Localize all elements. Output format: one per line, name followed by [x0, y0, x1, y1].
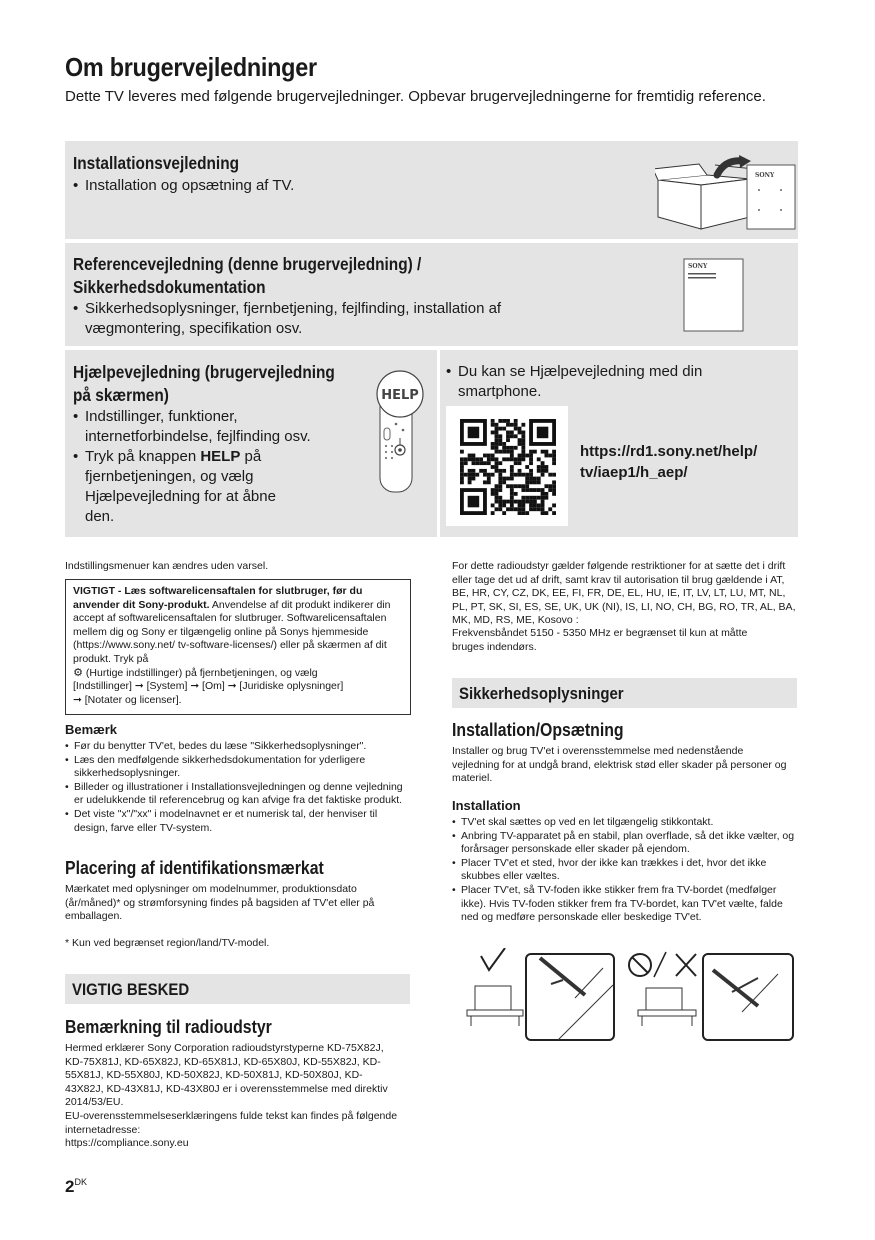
intro-text: Dette TV leveres med følgende brugervejledninger. Opbevar brugervejledningerne for fremtidig reference.: [65, 88, 766, 105]
installation-list: [452, 816, 797, 925]
page-number: $2^{DK}$: [65, 1177, 87, 1196]
list-item: • Placer TV'et, så TV-foden ikke stikker frem fra TV-bordet (medfølger ikke). Hvis TV-foden stikker frem fra TV-bordet, kan TV'et vælte, falde ned og medføre personskade eller beskedige TV'et.: [452, 884, 797, 925]
reference-guide-heading-line1: Referencevejledning (denne brugervejledning) /: [73, 254, 422, 274]
help-guide-bullet2: • Tryk på knappen HELP på fjernbetjeningen, og vælg Hjælpevejledning for at åbne den.: [73, 447, 298, 527]
tv-stand-incorrect-illustration: [628, 948, 796, 1043]
install-setup-text: Installer og brug TV'et i overensstemmelse med nedenstående vejledning for at undgå brand, elektrisk stød eller skader på personer og materiel.: [452, 745, 787, 785]
radio-restrictions: For dette radioudstyr gælder følgende restriktioner for at sætte det i drift eller tage det ud af drift, samt krav til autorisation til brug gældende i AT, BE, HR, CY, CZ, DK, EE, FI, FR, DE, EL, HU, IE, IT, LV, LT, LU, MT, NL, PL, PT, SK, SI, ES, SE, UK, UK (NI), IS, LI, NO, CH, BG, RO, TR, AL, BA, MK, MD, RS, ME, Kosovo :: [452, 560, 796, 627]
frequency-note: Frekvensbåndet 5150 - 5350 MHz er begrænset til kun at måtte bruges indendørs.: [452, 627, 748, 653]
installation-illustration-brand: SONY: [755, 172, 775, 179]
gear-icon: ⚙: [73, 666, 83, 679]
installation-subheading: Installation: [452, 798, 521, 813]
list-item: • Anbring TV-apparatet på en stabil, plan overflade, så det ikke vælter, og forårsager personskade eller skader på ejendom.: [452, 830, 797, 857]
installation-guide-bullet: • Installation og opsætning af TV.: [73, 176, 633, 196]
software-license-notice: VIGTIGT - Læs softwarelicensaftalen for slutbruger, før du anvender dit Sony-produkt. Anvendelse af dit produkt indikerer din accept af softwarelicensaftalen for slutbruger. Softwarelicensaftalen mellem dig og Sony er tilgængelig online på Sonys hjemmeside (https://www.sony.net/ tv-software-licenses/) eller på skærmen af dit produkt. Tryk på ⚙ (Hurtige indstillinger) på fjernbetjeningen, og vælg [Indstillinger] ➞ [System] ➞ [Om] ➞ [Juridiske oplysninger] ➞ [Notater og licenser].: [65, 579, 411, 715]
installation-guide-heading: Installationsvejledning: [73, 153, 240, 173]
menus-note: Indstillingsmenuer kan ændres uden varsel.: [65, 560, 269, 572]
list-item: • Det viste "x"/"xx" i modelnavnet er et numerisk tal, der henviser til design, farve eller TV-system.: [65, 808, 410, 835]
label-placement-heading: Placering af identifikationsmærkat: [65, 858, 324, 878]
tv-stand-correct-illustration: [463, 948, 618, 1043]
list-item: • Placer TV'et et sted, hvor der ikke kan trækkes i det, hvor det ikke skubbes eller væltes.: [452, 857, 797, 884]
help-url[interactable]: https://rd1.sony.net/help/ tv/iaep1/h_aep/: [580, 443, 758, 481]
remote-help-illustration: [370, 370, 432, 495]
note-heading: Bemærk: [65, 722, 118, 737]
label-placement-text: Mærkatet med oplysninger om modelnummer, produktionsdato (år/måned)* og strømforsyning findes på bagsiden af TV'et eller på emballagen.: [65, 883, 375, 923]
help-guide-bullet1: • Indstillinger, funktioner, internetforbindelse, fejlfinding osv.: [73, 407, 363, 447]
list-item: • TV'et skal sættes op ved en let tilgængelig stikkontakt.: [452, 816, 797, 830]
radio-text: Hermed erklærer Sony Corporation radioudstyrstyperne KD-75X82J, KD-75X81J, KD-65X82J, KD-65X81J, KD-65X80J, KD-55X82J, KD-55X81J, KD-55X80J, KD-50X82J, KD-50X81J, KD-50X80J, KD-43X82J, KD-43X81J, KD-43X80J er i overensstemmelse med direktiv 2014/53/EU.: [65, 1042, 388, 1109]
reference-guide-bullet: • Sikkerhedsoplysninger, fjernbetjening, fejlfinding, installation af vægmontering, specifikation osv.: [73, 299, 563, 339]
qr-code-panel: [446, 406, 568, 526]
manual-illustration: [683, 258, 745, 333]
list-item: • Læs den medfølgende sikkerhedsdokumentation for yderligere sikkerhedsoplysninger.: [65, 754, 410, 781]
qr-code-icon[interactable]: [460, 419, 556, 515]
radio-heading: Bemærkning til radioudstyr: [65, 1017, 272, 1037]
smartphone-bullet: • Du kan se Hjælpevejledning med din smartphone.: [446, 362, 746, 402]
safety-band: Sikkerhedsoplysninger: [452, 678, 797, 708]
reference-guide-box: [65, 243, 798, 346]
compliance-url[interactable]: https://compliance.sony.eu: [65, 1137, 189, 1149]
help-guide-heading-line1: Hjælpevejledning (brugervejledning: [73, 362, 335, 382]
radio-text-2: EU-overensstemmelseserklæringens fulde tekst kan findes på følgende internetadresse:: [65, 1110, 398, 1136]
list-item: • Før du benytter TV'et, bedes du læse "Sikkerhedsoplysninger".: [65, 740, 410, 754]
list-item: • Billeder og illustrationer i Installationsvejledningen og denne vejledning er udelukkende til referencebrug og kan afvige fra det faktiske produkt.: [65, 781, 410, 808]
install-setup-heading: Installation/Opsætning: [452, 720, 624, 740]
page-title: Om brugervejledninger: [65, 52, 317, 82]
reference-guide-heading-line2: Sikkerhedsdokumentation: [73, 277, 266, 297]
smartphone-box: [440, 350, 798, 537]
installation-guide-box: [65, 141, 798, 239]
note-list: [65, 740, 410, 835]
important-notice-band: VIGTIG BESKED: [65, 974, 410, 1004]
help-guide-box: [65, 350, 437, 537]
help-guide-heading-line2: på skærmen): [73, 385, 169, 405]
reference-illustration-brand: SONY: [688, 263, 708, 270]
footnote: * Kun ved begrænset region/land/TV-model.: [65, 937, 270, 949]
tv-box-illustration: [655, 155, 800, 233]
help-button-label: HELP: [381, 388, 419, 403]
